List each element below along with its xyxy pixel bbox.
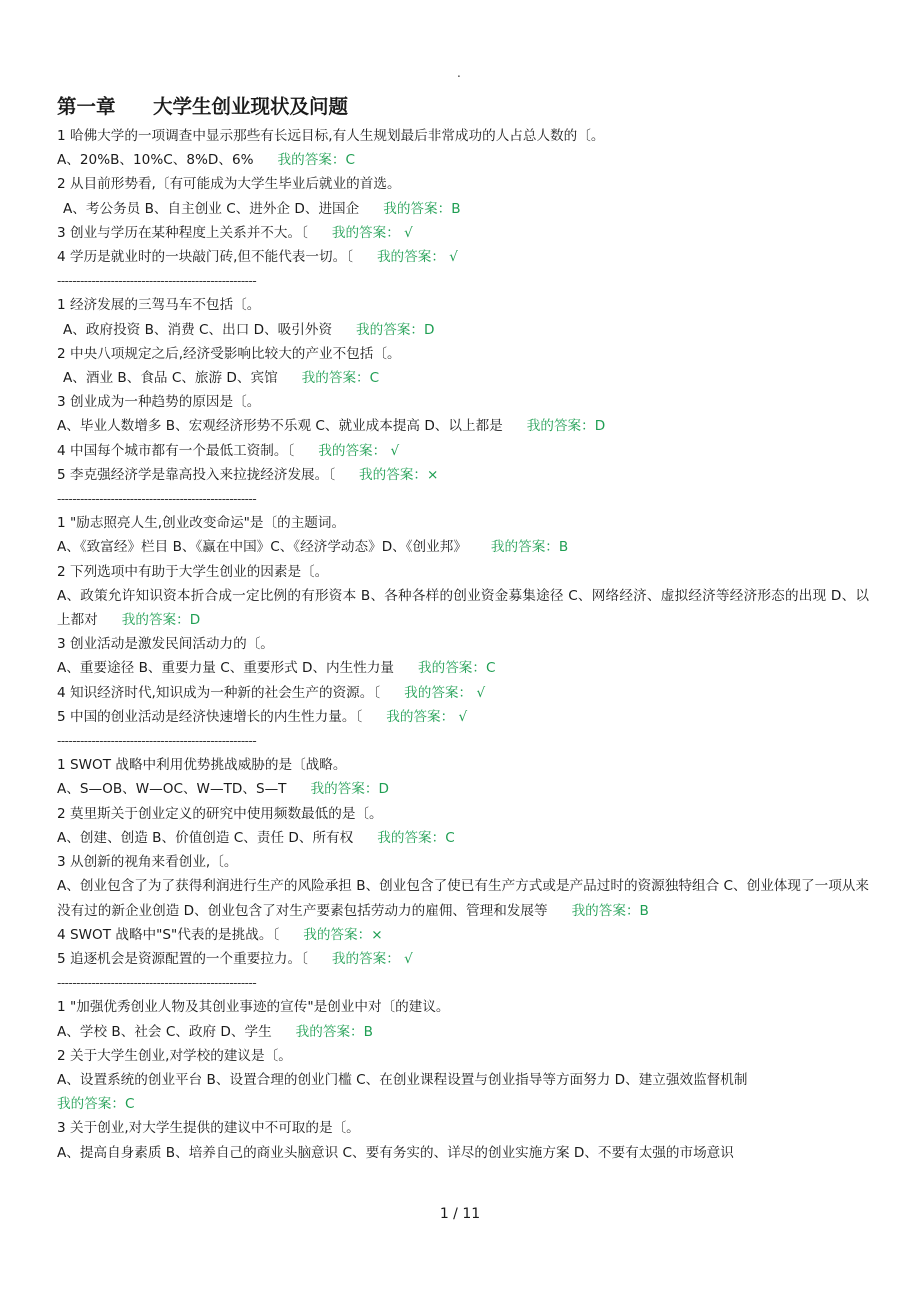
my-answer: 我的答案： √ <box>331 950 413 967</box>
question-text: A、《致富经》栏目 B、《赢在中国》C、《经济学动态》D、《创业邦》 <box>57 539 467 556</box>
page-number: 1 / 11 <box>439 1206 481 1222</box>
question-text: 4 知识经济时代,知识成为一种新的社会生产的资源。〔 <box>57 684 381 701</box>
question-text: A、考公务员 B、自主创业 C、进外企 D、进国企 <box>63 200 360 217</box>
answer-line <box>57 148 869 172</box>
my-answer: 我的答案：D <box>310 781 389 798</box>
answer-line <box>57 463 869 487</box>
question-text: A、S—OB、W—OC、W—TD、S—T <box>57 781 287 798</box>
my-answer: 我的答案：× <box>359 466 439 483</box>
question-line <box>57 511 869 535</box>
my-answer: 我的答案：B <box>383 200 461 217</box>
my-answer: 我的答案： √ <box>318 442 400 459</box>
question-text: 1 哈佛大学的一项调查中显示那些有长远目标,有人生规划最后非常成功的人占总人数的〔。 <box>57 128 605 144</box>
question-text: A、20%B、10%C、8%D、6% <box>57 152 254 169</box>
question-text: 1 "加强优秀创业人物及其创业事迹的宣传"是创业中对〔的建议。 <box>57 999 450 1016</box>
question-text: 3 关于创业,对大学生提供的建议中不可取的是〔。 <box>57 1120 360 1137</box>
question-text: A、重要途径 B、重要力量 C、重要形式 D、内生性力量 <box>57 660 395 677</box>
answer-line <box>57 874 869 922</box>
my-answer: 我的答案：C <box>418 660 496 677</box>
answer-line <box>57 1020 869 1044</box>
question-text: 4 中国每个城市都有一个最低工资制。〔 <box>57 442 295 459</box>
answer-line <box>57 777 869 801</box>
question-text: 1 经济发展的三驾马车不包括〔。 <box>57 297 261 314</box>
question-line <box>57 172 869 196</box>
question-text: A、毕业人数增多 B、宏观经济形势不乐观 C、就业成本提高 D、以上都是 <box>57 418 503 435</box>
chapter-heading: 大学生创业现状及问题 <box>153 95 349 118</box>
question-text: 3 创业活动是激发民间活动力的〔。 <box>57 636 274 653</box>
section-divider: ---------------------------------------------------- <box>57 492 257 507</box>
question-text: 1 "励志照亮人生,创业改变命运"是〔的主题词。 <box>57 515 346 532</box>
answer-line <box>57 245 869 269</box>
question-text: A、创建、创造 B、价值创造 C、责任 D、所有权 <box>57 829 354 846</box>
question-text: 2 关于大学生创业,对学校的建议是〔。 <box>57 1047 292 1064</box>
question-text: A、设置系统的创业平台 B、设置合理的创业门槛 C、在创业课程设置与创业指导等方面努力 D、建立强效监督机制 <box>57 1071 748 1088</box>
question-text: A、政策允许知识资本折合成一定比例的有形资本 B、各种各样的创业资金募集途径 C、网络经济、虚拟经济等经济形态的出现 D、以上都对 <box>57 587 869 629</box>
section-divider: ---------------------------------------------------- <box>57 274 257 289</box>
chapter-number: 第一章 <box>57 95 116 118</box>
my-answer: 我的答案：B <box>571 902 649 919</box>
answer-line <box>57 826 869 850</box>
answer-line <box>57 535 869 559</box>
question-text: A、酒业 B、食品 C、旅游 D、宾馆 <box>63 370 278 387</box>
question-text: A、学校 B、社会 C、政府 D、学生 <box>57 1023 272 1040</box>
question-line <box>57 560 869 584</box>
page-header-dot: . <box>457 66 461 80</box>
my-answer: 我的答案：C <box>57 1096 135 1113</box>
my-answer: 我的答案： √ <box>376 249 458 266</box>
my-answer: 我的答案：D <box>121 612 201 629</box>
section-divider: ---------------------------------------------------- <box>57 734 257 749</box>
question-text: 5 李克强经济学是靠高投入来拉拢经济发展。〔 <box>57 466 336 483</box>
document-body <box>57 90 869 1165</box>
question-line <box>57 293 869 317</box>
question-text: 2 莫里斯关于创业定义的研究中使用频数最低的是〔。 <box>57 805 383 822</box>
question-line <box>57 124 869 148</box>
question-text: 2 中央八项规定之后,经济受影响比较大的产业不包括〔。 <box>57 345 401 362</box>
my-answer: 我的答案：D <box>526 418 606 435</box>
question-text: 3 从创新的视角来看创业,〔。 <box>57 854 238 871</box>
my-answer: 我的答案：C <box>301 370 380 387</box>
answer-line <box>57 197 869 221</box>
my-answer: 我的答案：C <box>277 152 355 169</box>
question-text: A、政府投资 B、消费 C、出口 D、吸引外资 <box>63 321 333 338</box>
answer-line <box>57 366 869 390</box>
chapter-title <box>57 90 869 124</box>
my-answer: 我的答案： √ <box>331 224 413 241</box>
question-line <box>57 1141 869 1165</box>
question-line <box>57 342 869 366</box>
question-line <box>57 1044 869 1068</box>
answer-line <box>57 656 869 680</box>
answer-line <box>57 947 869 971</box>
my-answer: 我的答案： √ <box>404 684 486 701</box>
my-answer: 我的答案：B <box>295 1023 373 1040</box>
question-text: 2 从目前形势看,〔有可能成为大学生毕业后就业的首选。 <box>57 176 401 193</box>
question-line <box>57 1116 869 1140</box>
question-line <box>57 802 869 826</box>
question-text: 5 中国的创业活动是经济快速增长的内生性力量。〔 <box>57 708 363 725</box>
section-divider: ---------------------------------------------------- <box>57 976 257 991</box>
question-line <box>57 632 869 656</box>
answer-line <box>57 705 869 729</box>
my-answer: 我的答案：B <box>490 539 569 556</box>
question-text: 3 创业与学历在某种程度上关系并不大。〔 <box>57 224 308 241</box>
question-text: A、提高自身素质 B、培养自己的商业头脑意识 C、要有务实的、详尽的创业实施方案 D、不要有太强的市场意识 <box>57 1144 734 1161</box>
question-line <box>57 753 869 777</box>
my-answer: 我的答案：D <box>356 321 435 338</box>
question-sections <box>57 124 869 1165</box>
answer-line <box>57 221 869 245</box>
question-text: 5 追逐机会是资源配置的一个重要拉力。〔 <box>57 950 308 967</box>
answer-line <box>57 923 869 947</box>
question-line <box>57 390 869 414</box>
question-line <box>57 995 869 1019</box>
question-text: 4 学历是就业时的一块敲门砖,但不能代表一切。〔 <box>57 249 353 266</box>
my-answer: 我的答案： √ <box>386 708 468 725</box>
answer-line <box>57 414 869 438</box>
answer-line <box>57 439 869 463</box>
question-line <box>57 850 869 874</box>
my-answer: 我的答案：× <box>303 926 383 943</box>
question-text: 1 SWOT 战略中利用优势挑战威胁的是〔战略。 <box>57 757 347 774</box>
question-text: 4 SWOT 战略中"S"代表的是挑战。〔 <box>57 926 280 943</box>
answer-line <box>57 318 869 342</box>
answer-line <box>57 681 869 705</box>
answer-line <box>57 1068 869 1116</box>
question-text: A、创业包含了为了获得利润进行生产的风险承担 B、创业包含了使已有生产方式或是产品过时的资源独特组合 C、创业体现了一项从来没有过的新企业创造 D、创业包含了对生产要素包括劳动力的雇佣、管理和发展等 <box>57 878 869 919</box>
answer-line <box>57 584 869 632</box>
my-answer: 我的答案：C <box>377 829 455 846</box>
question-text: 3 创业成为一种趋势的原因是〔。 <box>57 394 261 411</box>
question-text: 2 下列选项中有助于大学生创业的因素是〔。 <box>57 563 329 580</box>
